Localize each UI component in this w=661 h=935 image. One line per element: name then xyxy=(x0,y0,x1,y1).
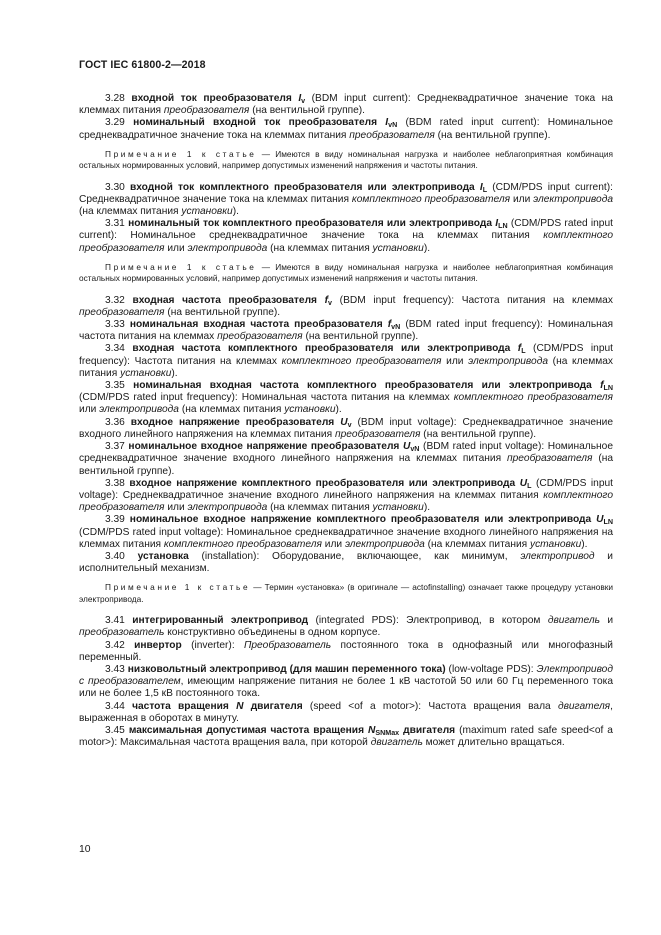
definition-text: : Частота питания на клеммах xyxy=(451,294,613,306)
definition-text: ). xyxy=(232,206,239,218)
term-symbol-letter: N xyxy=(368,724,376,736)
definition-text: (на вентильной группе). xyxy=(164,306,281,318)
term-symbol-subscript: v xyxy=(347,420,352,429)
term-symbol-letter: I xyxy=(385,117,389,129)
english-term: (BDM rated input voltage) xyxy=(423,441,542,453)
definition-text: или xyxy=(79,404,100,416)
definition-text: ). xyxy=(581,538,588,550)
english-term: (CDM/PDS rated input frequency) xyxy=(79,392,235,404)
definition-text: ). xyxy=(423,502,431,514)
term-symbol-subscript: v xyxy=(328,298,333,307)
term-symbol xyxy=(596,514,613,525)
definition-text: : xyxy=(530,663,537,675)
defined-term-ref: преобразователь xyxy=(79,627,165,639)
term-symbol xyxy=(403,441,419,452)
english-term: (installation) xyxy=(201,550,257,562)
article-note xyxy=(79,582,613,605)
definition-text: постоянного тока в однофазный или многофазный переменный. xyxy=(79,639,613,663)
definition-text: (на клеммах питания xyxy=(79,355,613,379)
defined-term-ref: электропривода xyxy=(187,242,268,254)
definition-text: : Среднеквадратичное значение тока на клеммах питания xyxy=(79,93,613,117)
definition-text: или xyxy=(441,355,469,367)
definition-text: , имеющим напряжение питания не более 1 кВ частотой 50 или 60 Гц переменного тока или не более 1,5 кВ постоянного тока. xyxy=(79,676,613,700)
definition-text: или xyxy=(321,538,345,550)
definition-3-33 xyxy=(79,319,613,343)
english-term: (CDM/PDS rated input current) xyxy=(79,218,613,242)
term-symbol xyxy=(518,343,526,354)
clause-number: 3.40 xyxy=(105,550,125,562)
defined-term-ref: электропривод xyxy=(520,550,595,562)
english-term: (low-voltage PDS) xyxy=(448,663,531,675)
term-symbol xyxy=(236,701,243,712)
defined-term-ref: электропривода xyxy=(344,538,425,550)
english-term: (maximum rated safe speed<of a motor>) xyxy=(79,724,613,749)
page-number: 10 xyxy=(79,844,91,855)
english-term: (BDM rated input frequency) xyxy=(405,319,541,331)
clause-number: 3.45 xyxy=(105,724,125,736)
definition-text: (на клеммах питания xyxy=(79,206,182,218)
definition-text: (на клеммах питания xyxy=(178,404,285,416)
clause-number: 3.41 xyxy=(105,615,125,627)
definition-text: или xyxy=(164,502,188,514)
clause-number: 3.32 xyxy=(105,294,125,306)
definition-text: или xyxy=(164,242,188,254)
definition-text: (на клеммах питания xyxy=(424,538,530,550)
english-term: (CDM/PDS input current) xyxy=(492,181,611,193)
definition-3-44 xyxy=(79,701,613,725)
term-name: номинальная входная частота преобразователя xyxy=(129,319,383,331)
definition-text: : Оборудование, включающее, как минимум, xyxy=(256,550,521,562)
note-text: — Термин «установка» (в оригинале — actofinstalling) означает также процедуру установки электропривода. xyxy=(79,582,613,604)
defined-term-ref: преобразователя xyxy=(163,105,250,117)
term-name: инвертор xyxy=(134,639,182,651)
term-symbol-letter: I xyxy=(479,181,483,193)
term-symbol-subscript: SNMax xyxy=(375,728,400,737)
term-symbol-letter: f xyxy=(600,380,604,392)
term-name: интегрированный электропривод xyxy=(132,615,309,627)
clause-number: 3.44 xyxy=(105,700,125,712)
definition-3-34 xyxy=(79,343,613,380)
definition-text: ). xyxy=(423,242,431,254)
term-symbol-subscript: L xyxy=(527,481,532,490)
english-term: (BDM input current) xyxy=(311,93,408,104)
definition-3-28 xyxy=(79,93,613,117)
definition-text: конструктивно объединены в одном корпусе. xyxy=(164,627,381,639)
definition-text: : xyxy=(231,639,244,651)
term-symbol-subscript: vN xyxy=(410,445,420,454)
note-label: Примечание 1 к статье xyxy=(105,582,251,593)
clause-number: 3.28 xyxy=(105,93,125,104)
definition-text: ). xyxy=(335,404,342,416)
defined-term-ref: установки xyxy=(181,206,233,218)
term-name: максимальная допустимая частота вращения xyxy=(128,724,365,736)
clause-number: 3.37 xyxy=(105,441,125,453)
term-name: номинальная входная частота комплектного преобразователя или электропривода xyxy=(133,380,592,392)
term-name: номинальный ток комплектного преобразователя или электропривода xyxy=(128,218,493,230)
defined-term-ref: комплектного преобразователя xyxy=(453,392,613,404)
term-name: входная частота комплектного преобразователя или электропривода xyxy=(132,343,511,355)
clause-number: 3.42 xyxy=(105,639,125,651)
defined-term-ref: установки xyxy=(372,502,424,514)
definition-text: : Номинальное среднеквадратичное значение входного линейного напряжения на клеммах питания xyxy=(79,441,614,465)
definition-3-39 xyxy=(79,514,613,551)
english-term: (CDM/PDS input voltage) xyxy=(79,477,614,501)
english-term: (speed <of a motor>) xyxy=(309,700,419,712)
definition-text: (на вентильной группе). xyxy=(434,129,551,141)
clause-number: 3.35 xyxy=(105,380,125,392)
term-symbol xyxy=(325,295,332,306)
term-symbol-subscript: LN xyxy=(603,384,613,393)
term-symbol-letter: I xyxy=(298,93,302,104)
definition-3-42 xyxy=(79,640,613,664)
defined-term-ref: двигатель xyxy=(547,615,600,627)
term-name: низковольтный электропривод (для машин переменного тока) xyxy=(127,663,446,675)
clause-number: 3.33 xyxy=(105,319,125,331)
clause-number: 3.39 xyxy=(105,514,125,526)
term-symbol-subscript: LN xyxy=(498,222,508,231)
clause-number: 3.31 xyxy=(105,218,125,230)
clause-number: 3.38 xyxy=(105,477,125,489)
term-symbol xyxy=(298,93,305,104)
defined-term-ref: электропривода xyxy=(533,193,613,205)
term-name: входная частота преобразователя xyxy=(132,294,317,306)
term-name-tail: двигателя xyxy=(403,724,456,736)
definition-text: , выраженная в оборотах в минуту. xyxy=(79,700,613,724)
defined-term-ref: комплектного преобразователя xyxy=(281,355,442,367)
term-name: номинальное входное напряжение комплектного преобразователя или электропривода xyxy=(129,514,592,526)
term-symbol-letter: U xyxy=(340,416,348,428)
term-symbol-letter: f xyxy=(324,294,329,306)
definition-3-35 xyxy=(79,380,613,417)
english-term: (BDM input frequency) xyxy=(339,294,452,306)
definition-text: (на клеммах питания xyxy=(267,502,373,514)
clause-number: 3.36 xyxy=(105,416,125,428)
clause-number: 3.29 xyxy=(105,117,125,129)
term-name-tail: двигателя xyxy=(250,700,303,712)
definition-text: может длительно вращаться. xyxy=(422,737,565,749)
document-header: ГОСТ IEC 61800-2—2018 xyxy=(79,59,206,71)
definition-text: : Частота питания на клеммах xyxy=(127,355,282,367)
term-name: частота вращения xyxy=(132,700,229,712)
defined-term-ref: комплектного преобразователя xyxy=(351,193,511,205)
definition-text: : Частота вращения вала xyxy=(418,700,558,712)
defined-term-ref: преобразователя xyxy=(79,306,165,318)
term-symbol-subscript: L xyxy=(482,185,488,194)
term-name: входной ток комплектного преобразователя или электропривода xyxy=(129,181,475,193)
defined-term-ref: установки xyxy=(120,367,172,379)
definition-text: : Максимальная частота вращения вала, при которой xyxy=(114,737,371,749)
term-symbol-letter: U xyxy=(402,441,411,453)
defined-term-ref: установки xyxy=(529,538,582,550)
defined-term-ref: электропривода xyxy=(468,355,548,367)
definition-3-29 xyxy=(79,117,613,141)
definition-text: (на вентильной группе). xyxy=(79,453,613,477)
definition-text: : Номинальная частота питания на клеммах xyxy=(79,319,613,343)
defined-term-ref: установки xyxy=(284,404,336,416)
english-term: (CDM/PDS rated input voltage) xyxy=(79,526,221,538)
definition-3-38 xyxy=(79,478,613,515)
note-label: Примечание 1 к статье xyxy=(105,148,257,159)
definition-3-41 xyxy=(79,615,613,639)
term-name: входное напряжение преобразователя xyxy=(130,416,335,428)
term-symbol xyxy=(368,725,399,736)
defined-term-ref: электропривода xyxy=(99,404,179,416)
definition-text: : Номинальное среднеквадратичное значение тока на клеммах питания xyxy=(79,117,613,141)
definition-3-32 xyxy=(79,295,613,319)
note-text: — Имеются в виду номинальная нагрузка и наиболее неблагоприятная комбинация остальных нормированных условий, например допустимых изменений напряжения и частоты питания. xyxy=(79,148,613,171)
term-symbol xyxy=(520,478,532,489)
defined-term-ref: Электропривод с преобразователем xyxy=(79,663,613,688)
term-name: номинальный входной ток преобразователя xyxy=(133,117,378,129)
term-symbol-letter: I xyxy=(495,218,499,230)
term-symbol xyxy=(495,218,507,229)
english-term: (CDM/PDS input frequency) xyxy=(79,343,613,367)
defined-term-ref: Преобразователь xyxy=(243,639,332,651)
term-symbol-subscript: L xyxy=(521,347,526,356)
definition-3-43 xyxy=(79,664,613,701)
definition-text: (на клеммах питания xyxy=(267,242,373,254)
term-symbol xyxy=(480,182,487,193)
definition-3-31 xyxy=(79,218,613,255)
defined-term-ref: комплектного преобразователя xyxy=(79,489,613,514)
english-term: (BDM rated input current) xyxy=(405,117,537,129)
term-symbol-letter: U xyxy=(596,514,604,526)
clause-number: 3.34 xyxy=(105,343,125,355)
definition-text: : Среднеквадратичное значение тока на клеммах питания xyxy=(79,181,613,205)
term-symbol-letter: f xyxy=(517,343,522,355)
defined-term-ref: преобразователя xyxy=(506,453,593,465)
definition-3-45 xyxy=(79,725,613,749)
term-symbol-letter: f xyxy=(387,319,392,331)
defined-term-ref: двигатель xyxy=(370,737,423,749)
definition-text: ). xyxy=(171,367,178,379)
term-name: входное напряжение комплектного преобразователя или электропривода xyxy=(129,477,516,489)
definition-text: (на вентильной группе). xyxy=(249,105,366,117)
term-symbol-subscript: LN xyxy=(603,518,613,527)
definition-3-36 xyxy=(79,417,613,441)
term-symbol xyxy=(600,380,613,391)
clause-number: 3.43 xyxy=(105,663,125,675)
defined-term-ref: преобразователя xyxy=(334,428,421,440)
defined-term-ref: комплектного преобразователя xyxy=(163,538,322,550)
term-symbol xyxy=(388,319,401,330)
definition-text: : Среднеквадратичное значение входного линейного напряжения на клеммах питания xyxy=(79,416,613,440)
term-symbol-subscript: vN xyxy=(388,121,398,130)
term-symbol xyxy=(385,117,397,128)
definition-text: и xyxy=(599,615,614,627)
definition-text: и исполнительный механизм. xyxy=(79,550,613,575)
definition-text: : Номинальное среднеквадратичное значение входного линейного напряжения на клеммах питания xyxy=(79,526,613,550)
note-text: — Имеются в виду номинальная нагрузка и наиболее неблагоприятная комбинация остальных нормированных условий, например допустимых изменений напряжения и частоты питания. xyxy=(79,261,613,284)
definition-text: (на вентильной группе). xyxy=(302,331,419,343)
definition-text: : Номинальная частота питания на клеммах xyxy=(234,392,454,404)
english-term: (inverter) xyxy=(191,639,232,651)
term-symbol xyxy=(340,417,351,428)
term-symbol-letter: U xyxy=(519,477,528,489)
article-note xyxy=(79,262,613,285)
definition-3-40 xyxy=(79,551,613,575)
defined-term-ref: комплектного преобразователя xyxy=(79,230,613,254)
term-symbol-subscript: v xyxy=(301,97,306,105)
clause-number: 3.30 xyxy=(105,181,125,193)
defined-term-ref: преобразователя xyxy=(217,331,303,343)
term-name: номинальное входное напряжение преобразователя xyxy=(128,441,400,453)
defined-term-ref: электропривода xyxy=(187,502,268,514)
definition-3-37 xyxy=(79,441,613,478)
defined-term-ref: установки xyxy=(372,242,424,254)
term-symbol-subscript: vN xyxy=(391,323,401,332)
document-body xyxy=(79,93,613,749)
english-term: (BDM input voltage) xyxy=(357,416,454,428)
definition-text: : Электропривод, в котором xyxy=(395,615,548,627)
term-symbol-letter: N xyxy=(236,700,244,712)
article-note xyxy=(79,149,613,172)
term-name: входной ток преобразователя xyxy=(131,93,292,104)
defined-term-ref: двигателя xyxy=(557,700,611,712)
english-term: (integrated PDS) xyxy=(315,615,396,627)
definition-3-30 xyxy=(79,182,613,219)
defined-term-ref: преобразователя xyxy=(349,129,435,141)
note-label: Примечание 1 к статье xyxy=(105,261,257,272)
definition-text: : Номинальное среднеквадратичное значение тока на клеммах питания xyxy=(114,230,544,242)
definition-text: (на вентильной группе). xyxy=(420,428,537,440)
definition-text: или xyxy=(510,193,534,205)
definition-text: : Среднеквадратичное значение входного линейного напряжения на клеммах питания xyxy=(115,489,544,501)
term-name: установка xyxy=(137,550,189,562)
